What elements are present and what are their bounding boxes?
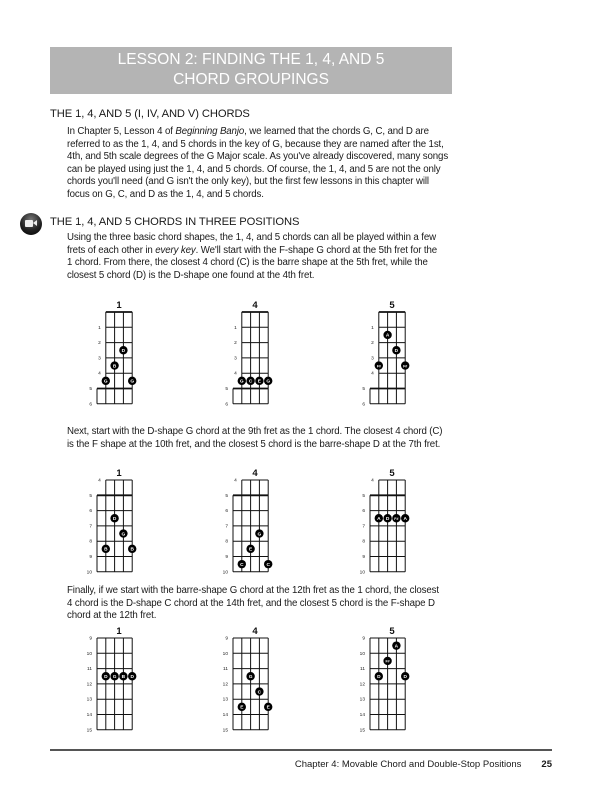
note-label: G bbox=[239, 379, 244, 385]
note-label: A bbox=[394, 644, 399, 650]
paragraph-line: 4th, and 5th scale degrees of the G Major scale. As you've already discovered, many songs bbox=[67, 151, 449, 162]
fret-number: 6 bbox=[225, 509, 228, 515]
fret-number: 11 bbox=[87, 667, 92, 673]
page-footer bbox=[295, 759, 552, 770]
paragraph-line: chords you'll need (and G isn't the only key), but the first few lessons in this chapter will bbox=[67, 176, 429, 187]
page-number: 25 bbox=[541, 759, 552, 770]
paragraph-line: Next, start with the D-shape G chord at the 9th fret as the 1 chord. The closest 4 chord (C) bbox=[67, 426, 443, 437]
fret-number: 2 bbox=[234, 341, 237, 347]
fret-number: 6 bbox=[362, 509, 365, 515]
fret-number: 7 bbox=[225, 524, 228, 530]
paragraph-line: referred to as the 1, 4, and 5 chords in the key of G, because they are named after the 1st, bbox=[67, 138, 444, 150]
note-label: A bbox=[377, 516, 381, 522]
fret-number: 10 bbox=[222, 570, 228, 576]
book-title: Beginning Banjo bbox=[175, 126, 245, 137]
fret-number: 1 bbox=[371, 325, 374, 331]
fret-number: 6 bbox=[225, 402, 228, 408]
chord-label: 4 bbox=[252, 626, 258, 637]
fret-number: 13 bbox=[222, 697, 228, 703]
fret-number: 14 bbox=[359, 713, 365, 718]
paragraph-line: 1 chord. From there, the closest 4 chord (C) is the barre shape at the 5th fret, while the bbox=[67, 257, 428, 268]
fret-number: 8 bbox=[362, 539, 365, 545]
fret-number: 15 bbox=[86, 728, 92, 734]
fret-number: 10 bbox=[359, 651, 365, 657]
fret-number: 9 bbox=[225, 555, 228, 560]
fret-number: 1 bbox=[234, 325, 237, 331]
paragraph-line: 4 chord is the D-shape C chord at the 14th fret, and the closest 5 chord is the F-shape D bbox=[67, 597, 435, 609]
paragraph-line: In Chapter 5, Lesson 4 of Beginning Banjo, we learned that the chords G, C, and D are bbox=[67, 126, 429, 137]
fret-number: 12 bbox=[86, 682, 92, 688]
fret-number: 13 bbox=[359, 697, 365, 703]
fret-number: 11 bbox=[360, 667, 365, 673]
fret-number: 3 bbox=[98, 356, 101, 362]
fret-number: 4 bbox=[98, 478, 101, 484]
fret-number: 3 bbox=[371, 356, 374, 362]
fret-number: 2 bbox=[98, 341, 101, 347]
note-label: B bbox=[121, 674, 126, 680]
chord-label: 5 bbox=[389, 468, 395, 479]
note-label: A bbox=[403, 516, 407, 522]
chord-label: 1 bbox=[116, 468, 122, 479]
fret-number: 5 bbox=[89, 493, 92, 499]
note-label: B bbox=[104, 547, 108, 553]
fret-number: 9 bbox=[362, 555, 365, 560]
fret-number: 6 bbox=[89, 509, 92, 515]
fret-number: 6 bbox=[89, 402, 92, 408]
fret-number: 14 bbox=[222, 713, 228, 718]
note-label: D bbox=[104, 674, 108, 680]
paragraph-line: focus on G, C, and D as the 1, 4, and 5 chords. bbox=[67, 188, 264, 200]
paragraph-line: is the F shape at the 10th fret, and the closest 5 chord is the barre-shape D at the 7th fret. bbox=[67, 438, 441, 450]
paragraph-line: Using the three basic chord shapes, the 1, 4, and 5 chords can all be played within a few bbox=[67, 232, 436, 243]
fret-number: 4 bbox=[234, 371, 237, 377]
fret-number: 5 bbox=[225, 493, 228, 499]
fret-number: 10 bbox=[86, 651, 92, 657]
note-label: G bbox=[266, 379, 271, 385]
chord-label: 4 bbox=[252, 300, 258, 311]
note-label: G bbox=[103, 379, 108, 385]
note-label: D bbox=[377, 674, 381, 680]
fret-number: 9 bbox=[362, 636, 365, 642]
note-label: B bbox=[112, 364, 117, 370]
note-label: E bbox=[266, 705, 270, 711]
section-heading-chords: THE 1, 4, AND 5 (I, IV, AND V) CHORDS bbox=[50, 108, 250, 120]
note-label: C bbox=[240, 562, 244, 568]
note-label: D bbox=[130, 674, 134, 680]
fret-number: 1 bbox=[98, 325, 101, 331]
note-label: C bbox=[248, 379, 253, 385]
section-heading-three-positions: THE 1, 4, AND 5 CHORDS IN THREE POSITIONS bbox=[50, 216, 300, 228]
fret-number: 6 bbox=[362, 402, 365, 408]
note-label: E bbox=[240, 705, 244, 711]
fret-number: 5 bbox=[225, 387, 228, 392]
note-label: D bbox=[403, 674, 407, 680]
fret-number: 4 bbox=[234, 478, 237, 484]
fret-number: 2 bbox=[371, 341, 374, 347]
fret-number: 7 bbox=[362, 524, 365, 530]
fret-number: 7 bbox=[89, 524, 92, 530]
note-label: D bbox=[394, 348, 399, 354]
chord-label: 4 bbox=[252, 468, 258, 479]
note-label: G bbox=[248, 674, 253, 680]
fret-number: 14 bbox=[86, 713, 92, 718]
fret-number: 10 bbox=[86, 570, 92, 576]
chord-label: 1 bbox=[116, 300, 122, 311]
fret-number: 12 bbox=[359, 682, 365, 688]
chapter-title: Chapter 4: Movable Chord and Double-Stop Positions bbox=[294, 759, 522, 770]
note-label: F# bbox=[385, 659, 390, 664]
paragraph-line: Finally, if we start with the barre-shape G chord at the 12th fret as the 1 chord, the closest bbox=[67, 585, 439, 596]
note-label: G bbox=[112, 674, 117, 680]
note-label: B bbox=[130, 547, 134, 553]
fret-number: 10 bbox=[222, 651, 228, 657]
chord-label: 5 bbox=[389, 626, 395, 637]
paragraph-line: chord at the 12th fret. bbox=[67, 610, 157, 621]
lesson-title-line2: CHORD GROUPINGS bbox=[173, 71, 329, 88]
note-label: C bbox=[257, 690, 262, 696]
fret-number: 8 bbox=[225, 539, 228, 545]
note-label: F# bbox=[394, 516, 399, 521]
fret-number: 4 bbox=[371, 371, 374, 377]
lesson-title-line1: LESSON 2: FINDING THE 1, 4, AND 5 bbox=[117, 51, 385, 68]
note-label: C bbox=[266, 562, 270, 568]
fret-number: 13 bbox=[86, 697, 92, 703]
note-label: D bbox=[112, 516, 117, 522]
chord-label: 1 bbox=[116, 626, 122, 637]
fret-number: 9 bbox=[89, 636, 92, 642]
fret-number: 10 bbox=[359, 570, 365, 576]
note-label: D bbox=[385, 516, 390, 522]
fret-number: 12 bbox=[222, 682, 228, 688]
paragraph-line: closest 5 chord (D) is the D-shape one found at the 4th fret. bbox=[67, 269, 315, 281]
note-label: E bbox=[248, 547, 253, 553]
paragraph-line: can be played using just the 1, 4, and 5 chords. Of course, the 1, 4, and 5 are not the only bbox=[67, 163, 441, 175]
fret-number: 5 bbox=[89, 387, 92, 392]
note-label: G bbox=[130, 379, 135, 385]
footer-rule bbox=[50, 749, 552, 751]
fret-number: 5 bbox=[362, 493, 365, 499]
note-label: F# bbox=[376, 364, 381, 369]
fret-number: 9 bbox=[225, 636, 228, 642]
chord-label: 5 bbox=[389, 300, 395, 311]
note-label: G bbox=[121, 532, 126, 538]
note-label: G bbox=[257, 532, 262, 538]
fret-number: 4 bbox=[98, 371, 101, 377]
note-label: E bbox=[257, 379, 262, 385]
fret-number: 3 bbox=[234, 356, 237, 362]
fret-number: 9 bbox=[89, 555, 92, 560]
fret-number: 11 bbox=[223, 667, 228, 673]
emphasis: every key bbox=[155, 244, 196, 256]
fret-number: 4 bbox=[371, 478, 374, 484]
note-label: A bbox=[385, 333, 390, 339]
fret-number: 15 bbox=[359, 728, 365, 734]
note-label: F# bbox=[403, 364, 408, 369]
fret-number: 5 bbox=[362, 387, 365, 392]
fret-number: 8 bbox=[89, 539, 92, 545]
paragraph-line: frets of each other in every key. We'll start with the F-shape G chord at the 5th fret for the bbox=[67, 244, 438, 256]
note-label: D bbox=[121, 348, 126, 354]
fret-number: 15 bbox=[222, 728, 228, 734]
